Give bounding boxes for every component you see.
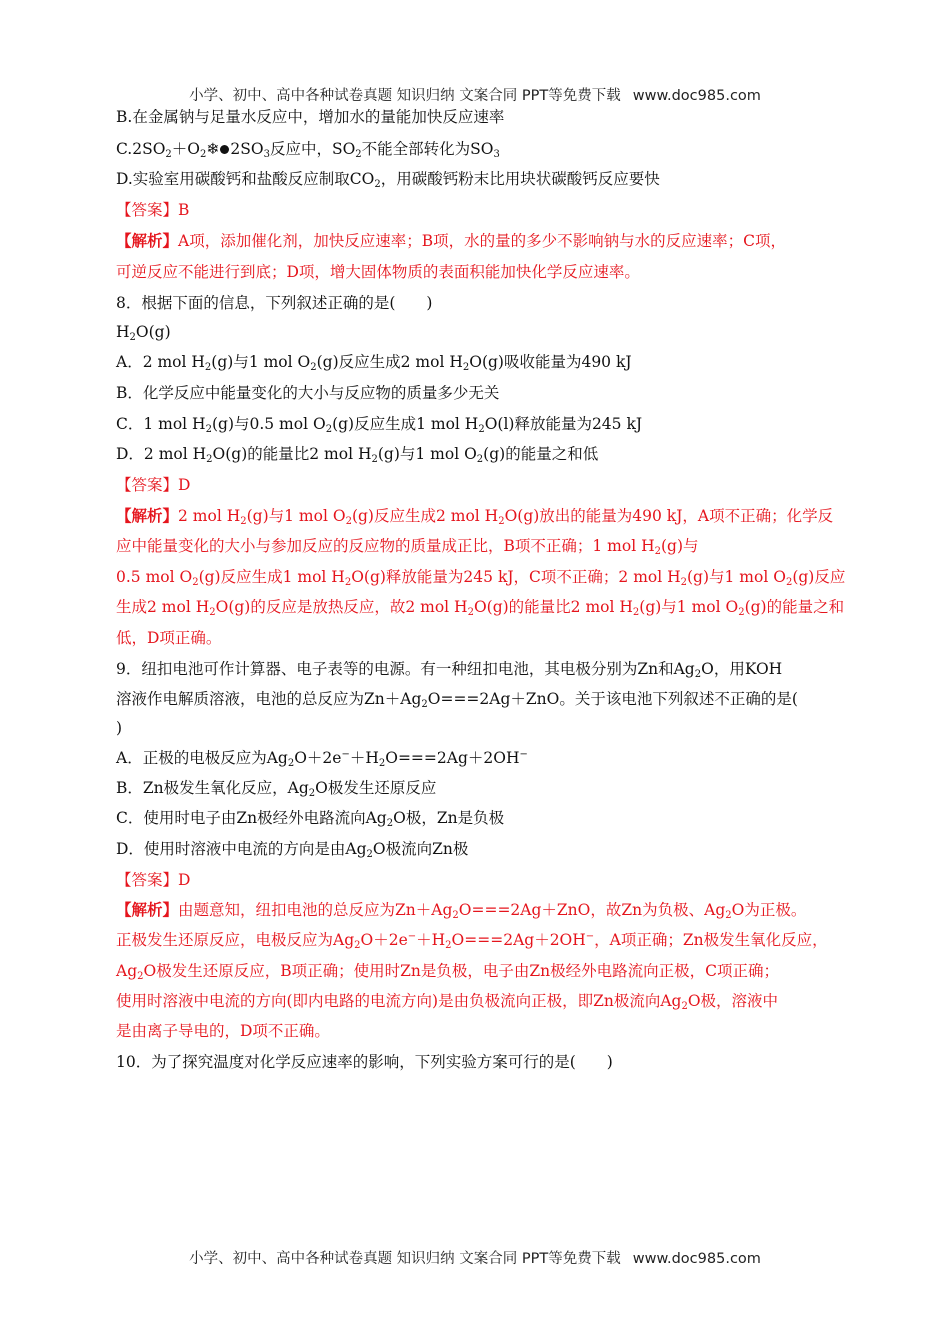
q7-answer: 【答案】B	[116, 201, 190, 219]
q9-option-a: A．正极的电极反应为$Ag_2O+2e^-+H_2O===2Ag+2OH^-$	[116, 749, 528, 769]
q8-formula: $H_2O(g)$	[116, 323, 171, 343]
header-site: www.doc985.com	[632, 88, 761, 104]
page-footer	[0, 1247, 950, 1268]
q8-stem: 8．根据下面的信息，下列叙述正确的是( )	[116, 294, 433, 312]
q9-analysis-line-3: $Ag_2O$极发生还原反应，B项正确；使用时Zn是负极，电子由Zn极经外电路流向正极，C项正确；	[116, 962, 779, 982]
q8-option-d: D．2 mol $H_2O(g)$的能量比2 mol $H_2(g)$与1 mol $O_2(g)$的能量之和低	[116, 445, 599, 465]
q7-option-b: B.在金属钠与足量水反应中，增加水的量能加快反应速率	[116, 108, 505, 126]
q9-answer: 【答案】D	[116, 871, 191, 889]
header-text: 小学、初中、高中各种试卷真题 知识归纳 文案合同 PPT等免费下载	[189, 88, 621, 104]
q9-analysis-line-2: 正极发生还原反应，电极反应为$Ag_2O+2e^-+H_2O===2Ag+2OH^-$，A项正确；Zn极发生氧化反应，	[116, 931, 828, 951]
dot-icon	[220, 145, 229, 154]
q9-stem-line-2: 溶液作电解质溶液，电池的总反应为$Zn+Ag_2O===2Ag+ZnO$。关于该电池下列叙述不正确的是(	[116, 690, 798, 710]
q8-option-a: A．2 mol $H_2(g)$与1 mol $O_2(g)$反应生成2 mol $H_2O(g)$吸收能量为490 kJ	[116, 353, 632, 373]
q9-stem-line-1: 9．纽扣电池可作计算器、电子表等的电源。有一种纽扣电池，其电极分别为Zn和$Ag_2O$，用KOH	[116, 660, 783, 680]
q9-analysis-line-5: 是由离子导电的，D项不正确。	[116, 1022, 330, 1040]
q8-analysis-line-5: 低，D项正确。	[116, 629, 222, 647]
q7-analysis-line-1: 【解析】A项，添加催化剂，加快反应速率；B项，水的量的多少不影响钠与水的反应速率；C项，	[116, 231, 786, 250]
q8-answer: 【答案】D	[116, 476, 191, 494]
q9-stem-line-3: )	[116, 719, 123, 737]
q9-option-d: D．使用时溶液中电流的方向是由$Ag_2O$极流向Zn极	[116, 840, 469, 860]
q9-analysis-line-4: 使用时溶液中电流的方向(即内电路的电流方向)是由负极流向正极，即Zn极流向$Ag_2O$极，溶液中	[116, 992, 779, 1012]
q8-option-b: B．化学反应中能量变化的大小与反应物的质量多少无关	[116, 384, 500, 402]
q9-option-c: C．使用时电子由Zn极经外电路流向$Ag_2O$极，Zn是负极	[116, 809, 505, 829]
reversible-arrow-icon: ❄	[206, 140, 220, 158]
q7-option-c: $C.2SO_2+O_2❄$ $2SO_3$反应中，$SO_2$不能全部转化为$SO_3$	[116, 140, 500, 160]
q8-option-c: C．1 mol $H_2(g)$与0.5 mol $O_2(g)$反应生成1 mol $H_2O(l)$释放能量为245 kJ	[116, 415, 643, 435]
q7-option-d: D.实验室用碳酸钙和盐酸反应制取$CO_2$，用碳酸钙粉末比用块状碳酸钙反应要快	[116, 170, 660, 190]
q9-option-b: B．Zn极发生氧化反应，$Ag_2O$极发生还原反应	[116, 779, 437, 799]
q7-analysis-line-2: 可逆反应不能进行到底；D项，增大固体物质的表面积能加快化学反应速率。	[116, 263, 640, 281]
footer-site: www.doc985.com	[632, 1251, 761, 1267]
q9-analysis-line-1: 【解析】由题意知，纽扣电池的总反应为$Zn+Ag_2O===2Ag+ZnO$，故Zn为负极、$Ag_2O$为正极。	[116, 900, 807, 921]
q8-analysis-line-4: 生成2 mol $H_2O(g)$的反应是放热反应，故2 mol $H_2O(g)$的能量比2 mol $H_2(g)$与1 mol $O_2(g)$的能量之和	[116, 598, 845, 618]
q8-analysis-line-3: 0.5 mol $O_2(g)$反应生成1 mol $H_2O(g)$释放能量为245 kJ，C项不正确；2 mol $H_2(g)$与1 mol $O_2(g)$反应	[116, 568, 846, 588]
q8-analysis-line-1: 【解析】2 mol $H_2(g)$与1 mol $O_2(g)$反应生成2 mol $H_2O(g)$放出的能量为490 kJ，A项不正确；化学反	[116, 506, 834, 527]
footer-text: 小学、初中、高中各种试卷真题 知识归纳 文案合同 PPT等免费下载	[189, 1251, 621, 1267]
q8-analysis-line-2: 应中能量变化的大小与参加反应的反应物的质量成正比，B项不正确；1 mol $H_2(g)$与	[116, 537, 699, 557]
q10-stem: 10．为了探究温度对化学反应速率的影响，下列实验方案可行的是( )	[116, 1053, 613, 1071]
page-header	[0, 84, 950, 105]
